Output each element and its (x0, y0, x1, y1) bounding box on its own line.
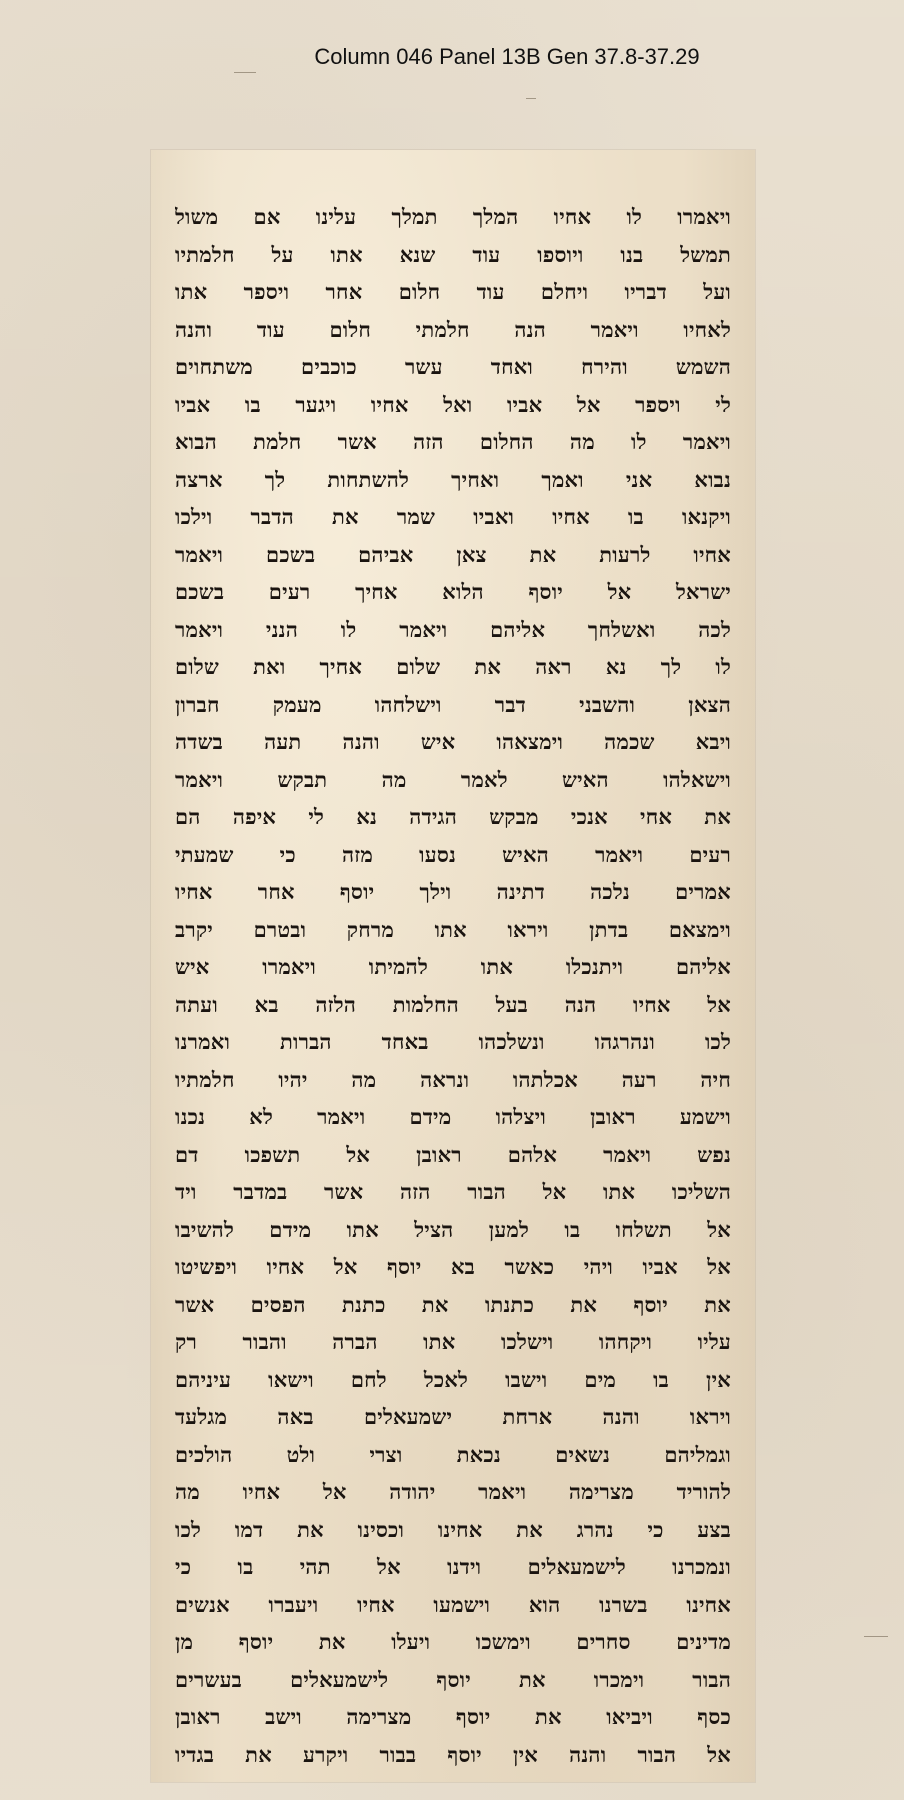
fiber-mark (864, 1636, 888, 1637)
scroll-line: הצאן והשבני דבר וישלחהו מעמק חברון (175, 691, 731, 717)
scroll-line: ויקנאו בו אחיו ואביו שמר את הדבר וילכו (175, 504, 731, 529)
scroll-line: וגמליהם נשאים נכאת וצרי ולט הולכים (175, 1441, 731, 1467)
scroll-line: אל אביו ויהי כאשר בא יוסף אל אחיו ויפשיטו (175, 1254, 731, 1279)
scroll-line: אחיו לרעות את צאן אביהם בשכם ויאמר (175, 541, 731, 567)
scroll-line: השמש והירח ואחד עשר כוכבים משתחוים (175, 354, 731, 379)
scroll-line: כסף ויביאו את יוסף מצרימה וישב ראובן (175, 1704, 731, 1729)
fiber-mark (526, 98, 536, 99)
scroll-line: בצע כי נהרג את אחינו וכסינו את דמו לכו (175, 1516, 731, 1542)
scroll-line: אחינו בשרנו הוא וישמעו אחיו ויעברו אנשים (175, 1591, 731, 1617)
scroll-line: לכו ונהרגהו ונשלכהו באחד הברות ואמרנו (175, 1029, 731, 1054)
scroll-line: לאחיו ויאמר הנה חלמתי חלום עוד והנה (175, 316, 731, 342)
scroll-line: אליהם ויתנכלו אתו להמיתו ויאמרו איש (175, 954, 731, 979)
scroll-line: תמשל בנו ויוספו עוד שנא אתו על חלמתיו (175, 241, 731, 267)
scroll-line: לו לך נא ראה את שלום אחיך ואת שלום (175, 654, 731, 679)
scroll-line: מדינים סחרים וימשכו ויעלו את יוסף מן (175, 1629, 731, 1654)
scroll-line: להוריד מצרימה ויאמר יהודה אל אחיו מה (175, 1479, 731, 1504)
scroll-line: ישראל אל יוסף הלוא אחיך רעים בשכם (175, 579, 731, 604)
caption: Column 046 Panel 13B Gen 37.8-37.29 (314, 44, 700, 69)
scroll-line: אל הבור והנה אין יוסף בבור ויקרע את בגדיו (175, 1741, 731, 1767)
scroll-line: את יוסף את כתנתו את כתנת הפסים אשר (175, 1291, 731, 1317)
scroll-line: נפש ויאמר אלהם ראובן אל תשפכו דם (175, 1141, 731, 1167)
scroll-line: השליכו אתו אל הבור הזה אשר במדבר ויד (175, 1179, 731, 1204)
scroll-line: ויבא שכמה וימצאהו איש והנה תעה בשדה (175, 729, 731, 754)
scroll-line: הבור וימכרו את יוסף לישמעאלים בעשרים (175, 1666, 731, 1692)
scroll-line: לכה ואשלחך אליהם ויאמר לו הנני ויאמר (175, 616, 731, 642)
scroll-line: ויראו והנה ארחת ישמעאלים באה מגלעד (175, 1404, 731, 1429)
scroll-line: ויאמרו לו אחיו המלך תמלך עלינו אם משול (175, 204, 731, 229)
scroll-line: וישמע ראובן ויצלהו מידם ויאמר לא נכנו (175, 1104, 731, 1129)
scroll-line: אל אחיו הנה בעל החלמות הלזה בא ועתה (175, 991, 731, 1017)
scroll-text-column (175, 198, 731, 1773)
scroll-line: רעים ויאמר האיש נסעו מזה כי שמעתי (175, 841, 731, 867)
scroll-line: אל תשלחו בו למען הציל אתו מידם להשיבו (175, 1216, 731, 1242)
scroll-line: ויאמר לו מה החלום הזה אשר חלמת הבוא (175, 429, 731, 454)
scroll-line: וימצאם בדתן ויראו אתו מרחק ובטרם יקרב (175, 916, 731, 942)
scroll-line: לי ויספר אל אביו ואל אחיו ויגער בו אביו (175, 391, 731, 417)
scroll-line: חיה רעה אכלתהו ונראה מה יהיו חלמתיו (175, 1066, 731, 1092)
scroll-line: את אחי אנכי מבקש הגידה נא לי איפה הם (175, 804, 731, 829)
scroll-line: וישאלהו האיש לאמר מה תבקש ויאמר (175, 766, 731, 792)
scroll-panel (151, 150, 755, 1782)
scroll-line: ונמכרנו לישמעאלים וידנו אל תהי בו כי (175, 1554, 731, 1579)
scroll-line: עליו ויקחהו וישלכו אתו הברה והבור רק (175, 1329, 731, 1354)
fiber-mark (234, 72, 256, 73)
scroll-line: נבוא אני ואמך ואחיך להשתחות לך ארצה (175, 466, 731, 492)
scroll-line: ועל דבריו ויחלם עוד חלום אחר ויספר אתו (175, 279, 731, 304)
scroll-line: אין בו מים וישבו לאכל לחם וישאו עיניהם (175, 1366, 731, 1392)
scroll-line: אמרים נלכה דתינה וילך יוסף אחר אחיו (175, 879, 731, 904)
